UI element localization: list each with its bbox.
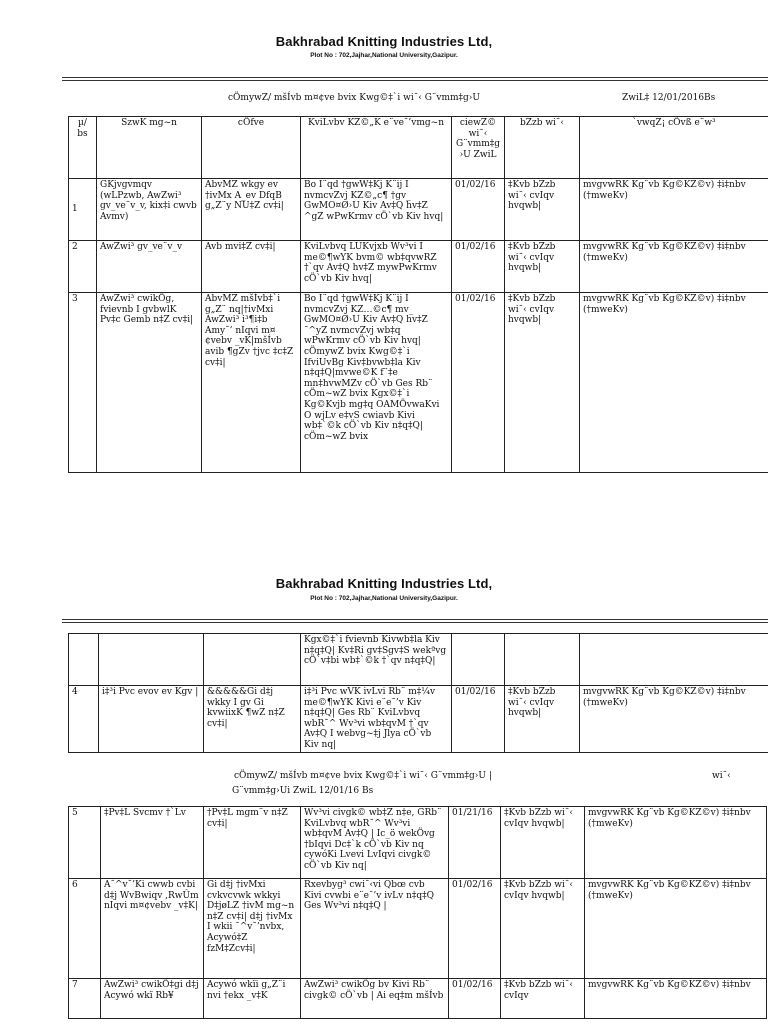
subject-tail: wi¯‹ [712,771,731,781]
row-measures: KviLvbvq LUKvjxb Wv³vi I me©¶wYK bvm© wb‡qvwRZ †`qv Av‡Q hv‡Z mywPwKrmv cÖ`vb Kiv hvq| [301,241,452,293]
row-date: 01/02/16 [449,879,501,979]
subject-line: cÖmywZ/ mšÍvb m¤¢ve bvix Kwg©‡`i wi¯‹ G¨vmm‡g›U [228,93,480,103]
row-date: 01/02/16 [452,179,505,241]
company-address-page2: Plot No : 702,Jajhar,National University,Gazipur. [310,595,458,602]
col-header-measures: KviLvbv KZ©„K e¨ve¯’vmg~n [301,117,452,179]
row-date: 01/02/16 [452,686,505,753]
row-effect [204,634,301,686]
table-row [69,293,768,473]
header-rule-bottom [62,80,768,81]
row-effect: †Pv‡L mgm¨v n‡Z cv‡i| [204,807,301,879]
row-responsible: mvgvwRK Kg¨vb Kg©KZ©v) ‡i‡nbv (†mweKv) [585,879,767,979]
row-date [452,634,505,686]
row-responsible: mvgvwRK Kg¨vb Kg©KZ©v) ‡i‡nbv (†mweKv) [580,686,768,753]
row-no: 5 [69,807,101,879]
row-new-risk [505,634,580,686]
row-new-risk: ‡Kvb bZzb wi¯‹ cvIqv hvqwb| [505,241,580,293]
row-responsible: mvgvwRK Kg¨vb Kg©KZ©v) ‡i‡nbv (†mweKv) [580,293,768,473]
row-effect: Gi d‡j †ivMxi cvkvcvwk wkkyi D‡jøLZ †ivM mg~n n‡Z cv‡i| d‡j †ivMx I wkii ¯^v¯’nvbx, Acywó‡Z fzM‡Zcv‡i| [204,879,301,979]
row-risk: i‡³i Pvc evov ev Kgv | [99,686,204,753]
table-row [69,179,768,241]
row-new-risk: ‡Kvb bZzb wi¯‹ cvIqv hvqwb| [501,879,585,979]
row-no: 3 [69,293,97,473]
company-address: Plot No : 702,Jajhar,National University,Gazipur. [310,52,458,59]
row-measures: Bo I¨qd †gwW‡Kj K¨ij I nvmcvZvj KZ…©c¶ mv_ GwMO¤Ø›U Kiv Av‡Q hv‡Z ¯^yZ nvmcvZvj wb‡q wPwKrmv cÖ`vb Kiv hvq| cÖmywZ bvix Kwg©‡`i IfviUvBg Kiv‡bvwb‡la Kiv n‡q‡Q|mvwe©K f¨‡e mn‡hvwMZv cÖ`vb Ges Rb¨ cÖm~wZ bvix Kgx©‡`i Kg©Kvjb mg‡q OAMÖvwaKvi O wjLv e‡vS cwiavb Kivi wb‡`©k cÖ`vb Kiv n‡q‡Q| cÖm~wZ bvix [301,293,452,473]
row-effect: Avb mvi‡Z cv‡i| [202,241,301,293]
row-new-risk: ‡Kvb bZzb wi¯‹ cvIqv hvqwb| [501,807,585,879]
table-row [69,979,767,1019]
row-date: 01/02/16 [449,979,501,1019]
row-measures: Bo I¨qd †gwW‡Kj K¨ij I nvmcvZvj KZ©„c¶ †gv_ GwMO¤Ø›U Kiv Av‡Q hv‡Z ^gZ wPwKrmv cÖ`vb Kiv hvq| [301,179,452,241]
row-date: 01/21/16 [449,807,501,879]
table-row [69,879,767,979]
row-date: 01/02/16 [452,293,505,473]
row-no: 1 [69,179,97,241]
risk-table-continued [68,633,768,753]
row-measures: Rxevbyg³ cwi¯‹vi Qbœ cvb Kivi cvwbi e¨e¯’v ivLv n‡q‡Q Ges Wv³vi n‡q‡Q | [301,879,449,979]
table-row [69,807,767,879]
row-measures: i‡³i Pvc wVK ivLvi Rb¨ m‡¼v me©¶wYK Kivi e¨e¯’v Kiv n‡q‡Q| Ges Rb¨ KviLvbvq wbR¯^ Wv³vi wb‡qvM †`qv Av‡Q I webvg~‡j Jlya cÖ`vb Kiv nq| [301,686,452,753]
row-measures: AwZwi³ cwikÖg bv Kivi Rb¨ civgk© cÖ`vb | Ai eq‡m mšÍvb [301,979,449,1019]
table-row [69,686,768,753]
row-no: 6 [69,879,101,979]
row-responsible: mvgvwRK Kg¨vb Kg©KZ©v) ‡i‡nbv (†mweKv) [580,241,768,293]
page2-rule-bottom [62,622,768,623]
row-risk: AwZwi³ cwikÖ‡gi d‡j Acywó wkï Rb¥ [101,979,204,1019]
row-new-risk: ‡Kvb bZzb wi¯‹ cvIqv hvqwb| [505,686,580,753]
row-risk: ‡Pv‡L Svcmv †`Lv [101,807,204,879]
row-new-risk: ‡Kvb bZzb wi¯‹ cvIqv hvqwb| [505,179,580,241]
row-measures: Wv³vi civgk© wb‡Z n‡e, GRb¨ KviLvbvq wbR¯^ Wv³vi wb‡qvM Av‡Q | Ic_ö wekÖvg †bIqvi Dc‡`k cÖ`vb Kiv nq cywóKi Lvevi LvIqvi civgk© cÖ`vb Kiv nq| [301,807,449,879]
row-new-risk: ‡Kvb bZzb wi¯‹ cvIqv [501,979,585,1019]
row-effect: AbvMZ wkgy ev †ivMx A_ev DfqB g„Z¨y NU‡Z cv‡i| [202,179,301,241]
col-header-effect: cÖfve [202,117,301,179]
row-risk: A¯^v¯’Ki cwwb cvbi d‡j WvBwiqv ,RwÛm nIqvi m¤¢vebv _v‡K| [101,879,204,979]
subject-line-2: cÖmywZ/ mšÍvb m¤¢ve bvix Kwg©‡`i wi¯‹ G¨vmm‡g›U | [234,771,492,781]
row-no [69,634,99,686]
row-date: 01/02/16 [452,241,505,293]
page2-rule-top [62,619,768,620]
risk-table-2 [68,806,767,1019]
col-header-new-risk: bZzb wi¯‹ [505,117,580,179]
row-effect: &&&&&Gi d‡j wkky I gv Gi kvwiixK ¶wZ n‡Z cv‡i| [204,686,301,753]
row-risk: GKjvgvmqv (wLPzwb, AwZwi³ gv_ve¨v_v, kix‡i cwvb Avmv) [97,179,202,241]
row-risk: AwZwi³ cwikÖg, fvievnb I gvbwlK Pv‡c Gemb n‡Z cv‡i| [97,293,202,473]
company-name-page2: Bakhrabad Knitting Industries Ltd, [275,576,493,591]
row-no: 2 [69,241,97,293]
table-row [69,634,768,686]
table-header-row [69,117,768,179]
date-line: ZwiL‡ 12/01/2016Bs [622,93,716,103]
table-row [69,241,768,293]
col-header-risk: SzwK mg~n [97,117,202,179]
subject-line-3: G¨vmm‡g›Ui ZwiL 12/01/16 Bs [232,786,374,796]
row-risk: AwZwi³ gv_ve¨v_v [97,241,202,293]
row-effect: AbvMZ mšÍvb‡`i g„Z¨ nq|†ivMxi AwZwi³ i³¶i‡b Amy¯’ nIqvi m¤¢vebv _vK|mšÍvb avib ¶gZv †jvc ‡c‡Z cv‡i| [202,293,301,473]
row-no: 7 [69,979,101,1019]
company-name: Bakhrabad Knitting Industries Ltd, [275,34,493,49]
row-new-risk: ‡Kvb bZzb wi¯‹ cvIqv hvqwb| [505,293,580,473]
col-header-date: ciewZ© wi¯‹ G¨vmm‡g›U ZwiL [452,117,505,179]
row-risk [99,634,204,686]
row-effect: Acywó wkïi g„Z¨i nvi †ekx _v‡K [204,979,301,1019]
col-header-no: µ/ bs [69,117,97,179]
row-responsible: mvgvwRK Kg¨vb Kg©KZ©v) ‡i‡nbv (†mweKv) [585,807,767,879]
row-responsible: mvgvwRK Kg¨vb Kg©KZ©v) ‡i‡nbv (†mweKv) [580,179,768,241]
header-rule-top [62,77,768,78]
risk-table-1 [68,116,768,473]
row-responsible: mvgvwRK Kg¨vb Kg©KZ©v) ‡i‡nbv [585,979,767,1019]
col-header-responsible: `vwqZ¡ cÖvß e¨w³ [580,117,768,179]
row-responsible [580,634,768,686]
row-no: 4 [69,686,99,753]
row-measures: Kgx©‡`i fvievnb Kivwb‡la Kiv n‡q‡Q| Kv‡Ri gv‡Sgv‡S wekªvg cÖ`v‡bi wb‡`©k †`qv n‡q‡Q| [301,634,452,686]
